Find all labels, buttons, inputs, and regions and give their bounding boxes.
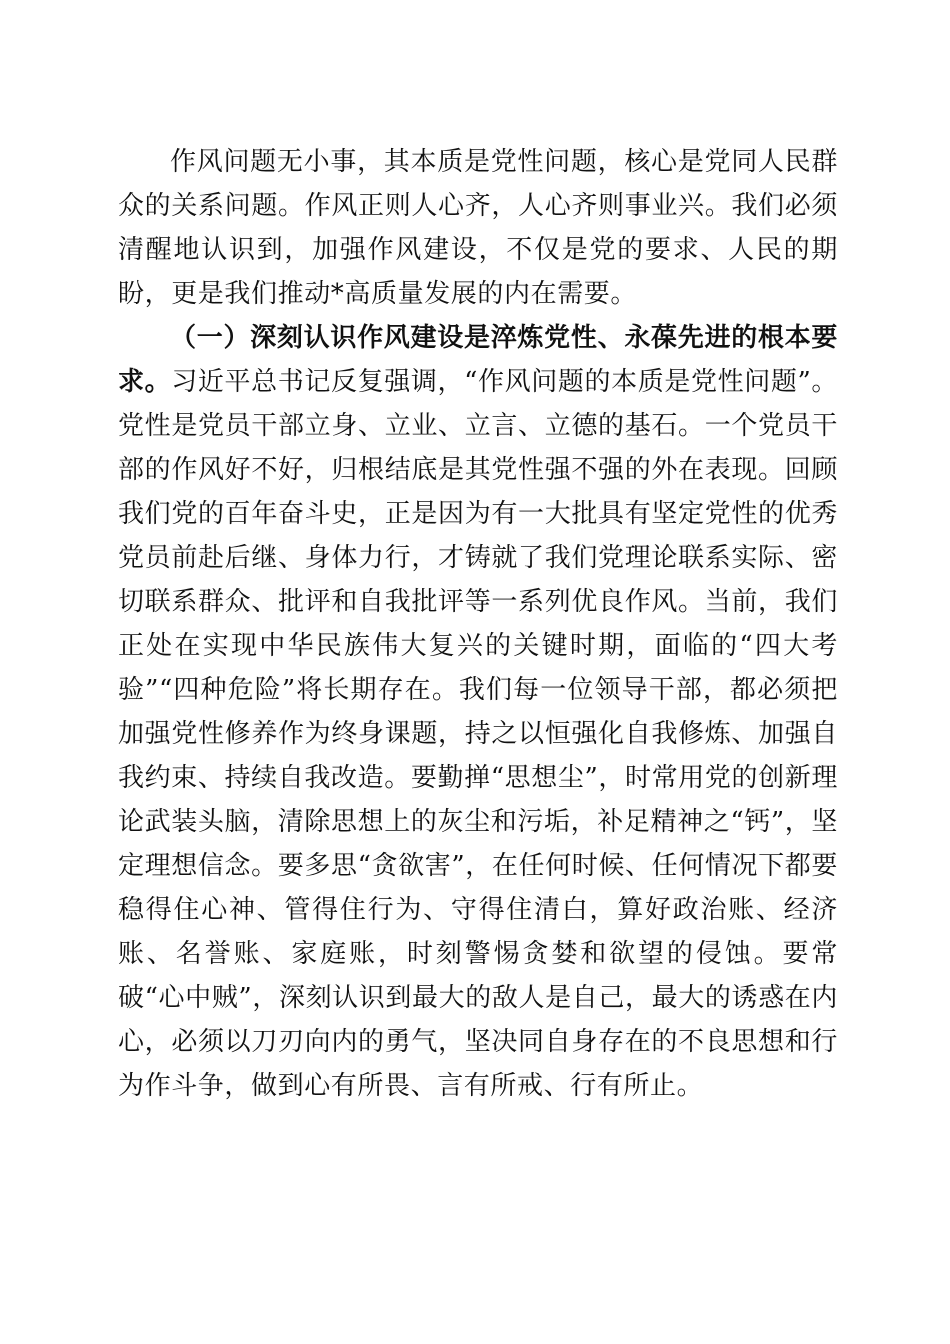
section-one-heading: （一）深刻认识作风建设是淬炼党性、永葆先进的根本要求。 — [118, 323, 838, 397]
section-one-text: 习近平总书记反复强调，“作风问题的本质是党性问题”。党性是党员干部立身、立业、立言、立德的基石。一个党员干部的作风好不好，归根结底是其党性强不强的外在表现。回顾我们党的百年奋斗史，正是因为有一大批具有坚定党性的优秀党员前赴后继、身体力行，才铸就了我们党理论联系实际、密切联系群众、批评和自我批评等一系列优良作风。当前，我们正处在实现中华民族伟大复兴的关键时期，面临的“四大考验”“四种危险”将长期存在。我们每一位领导干部，都必须把加强党性修养作为终身课题，持之以恒强化自我修炼、加强自我约束、持续自我改造。要勤掸“思想尘”，时常用党的创新理论武装头脑，清除思想上的灰尘和污垢，补足精神之“钙”，坚定理想信念。要多思“贪欲害”，在任何时候、任何情况下都要稳得住心神、管得住行为、守得住清白，算好政治账、经济账、名誉账、家庭账，时刻警惕贪婪和欲望的侵蚀。要常破“心中贼”，深刻认识到最大的敌人是自己，最大的诱惑在内心，必须以刀刃向内的勇气，坚决同自身存在的不良思想和行为作斗争，做到心有所畏、言有所戒、行有所止。 — [118, 367, 838, 1101]
document-body — [118, 140, 838, 1108]
paragraph-section-one — [118, 316, 838, 1108]
paragraph-intro-text: 作风问题无小事，其本质是党性问题，核心是党同人民群众的关系问题。作风正则人心齐，人心齐则事业兴。我们必须清醒地认识到，加强作风建设，不仅是党的要求、人民的期盼，更是我们推动*高质量发展的内在需要。 — [118, 147, 838, 309]
paragraph-intro — [118, 140, 838, 316]
